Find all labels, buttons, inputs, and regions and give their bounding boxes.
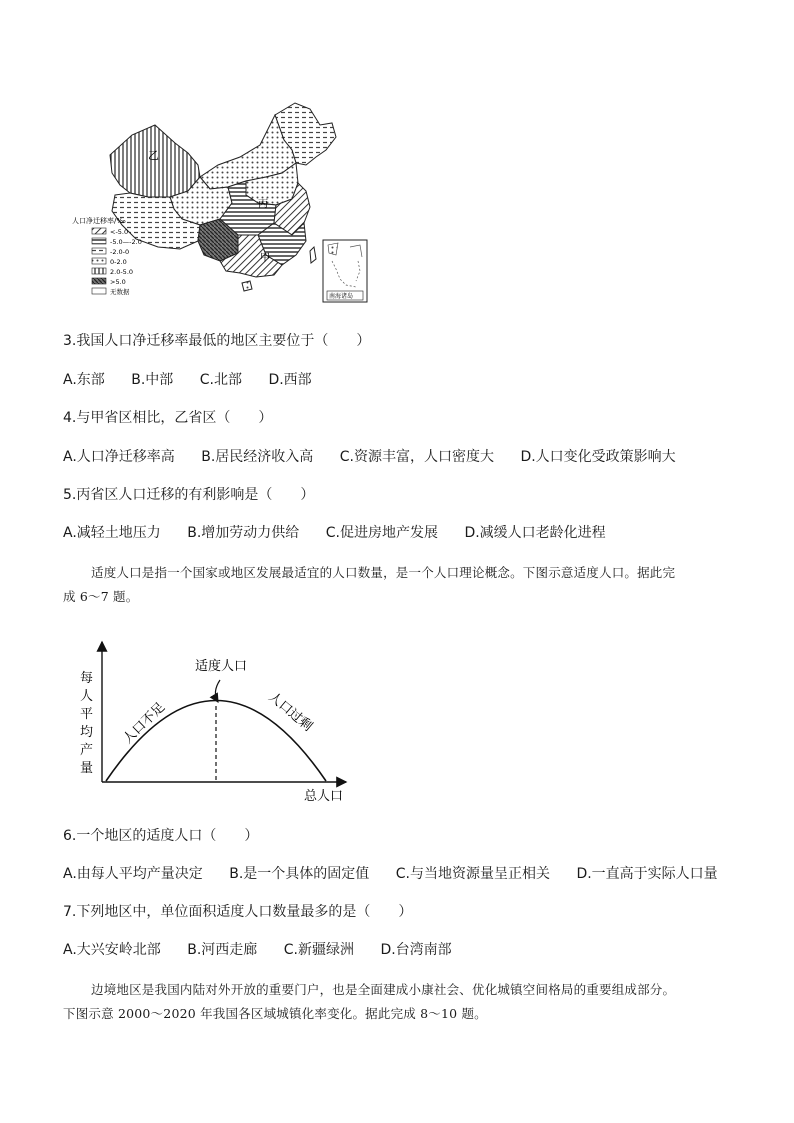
y-label-char: 产 bbox=[80, 743, 94, 758]
legend-label: 0-2.0 bbox=[110, 258, 127, 266]
question-6-option-d[interactable]: D.一直高于实际人口量 bbox=[576, 866, 718, 882]
passage-6-7-line-1: 适度人口是指一个国家或地区发展最适宜的人口数量，是一个人口理论概念。下图示意适度人口。据此完 bbox=[91, 565, 676, 580]
legend-swatch bbox=[92, 288, 106, 294]
question-4-options bbox=[63, 447, 698, 467]
question-5-option-b[interactable]: B.增加劳动力供给 bbox=[187, 525, 300, 541]
question-7-option-b[interactable]: B.河西走廊 bbox=[187, 942, 258, 958]
passage-6-7 bbox=[63, 561, 733, 609]
question-6-options bbox=[63, 864, 740, 884]
y-label-char: 量 bbox=[80, 761, 94, 776]
china-migration-map bbox=[70, 95, 370, 310]
legend-label: -2.0-0 bbox=[110, 248, 130, 256]
legend-swatch bbox=[92, 248, 106, 254]
diagram-svg bbox=[70, 636, 370, 806]
label-optimal-population: 适度人口 bbox=[195, 659, 248, 674]
question-6-option-a[interactable]: A.由每人平均产量决定 bbox=[63, 866, 203, 882]
y-label-char: 每 bbox=[80, 671, 94, 686]
inset-label: 南海诸岛 bbox=[329, 293, 354, 300]
south-china-sea-inset bbox=[323, 240, 367, 302]
optimum-arrow bbox=[215, 680, 220, 702]
legend-label: >5.0 bbox=[110, 278, 126, 286]
region-hainan bbox=[242, 281, 252, 291]
passage-8-10 bbox=[63, 978, 743, 1026]
y-label-char: 人 bbox=[80, 689, 94, 704]
passage-8-10-line-1: 边境地区是我国内陆对外开放的重要门户，也是全面建成小康社会、优化城镇空间格局的重要组成部分。 bbox=[91, 982, 676, 997]
question-5-option-d[interactable]: D.减缓人口老龄化进程 bbox=[464, 525, 606, 541]
question-3-option-c[interactable]: C.北部 bbox=[199, 372, 242, 388]
passage-6-7-line-2: 成 6～7 题。 bbox=[63, 589, 139, 604]
label-yi: 乙 bbox=[148, 149, 159, 162]
question-6-option-c[interactable]: C.与当地资源量呈正相关 bbox=[395, 866, 550, 882]
legend-title: 人口净迁移率/‰ bbox=[72, 217, 126, 225]
legend-swatch bbox=[92, 238, 106, 244]
legend-label: 无数据 bbox=[110, 288, 130, 296]
question-5-options bbox=[63, 523, 628, 543]
question-5-option-a[interactable]: A.减轻土地压力 bbox=[63, 525, 161, 541]
question-3-options bbox=[63, 370, 334, 390]
question-4-stem: 4.与甲省区相比，乙省区（ ） bbox=[63, 410, 273, 426]
question-4-option-d[interactable]: D.人口变化受政策影响大 bbox=[520, 449, 676, 465]
x-axis-label: 总人口 bbox=[304, 789, 344, 804]
label-underpopulation: 人口不足 bbox=[120, 699, 169, 747]
question-6-option-b[interactable]: B.是一个具体的固定值 bbox=[229, 866, 370, 882]
y-label-char: 平 bbox=[80, 707, 94, 722]
legend-swatch bbox=[92, 268, 106, 274]
question-4-option-b[interactable]: B.居民经济收入高 bbox=[201, 449, 314, 465]
question-5-stem: 5.丙省区人口迁移的有利影响是（ ） bbox=[63, 487, 315, 503]
question-4-option-c[interactable]: C.资源丰富，人口密度大 bbox=[339, 449, 494, 465]
question-3-option-b[interactable]: B.中部 bbox=[131, 372, 174, 388]
map-svg bbox=[70, 95, 370, 310]
legend-swatch bbox=[92, 258, 106, 264]
region-taiwan bbox=[310, 247, 316, 263]
y-label-char: 均 bbox=[80, 725, 94, 740]
optimal-population-diagram bbox=[70, 636, 370, 806]
y-axis-label bbox=[80, 671, 93, 776]
legend-label: <-5.0 bbox=[110, 228, 129, 236]
label-jia: 甲 bbox=[260, 253, 270, 264]
passage-8-10-line-2: 下图示意 2000～2020 年我国各区域城镇化率变化。据此完成 8～10 题。 bbox=[63, 1006, 487, 1021]
question-7-option-a[interactable]: A.大兴安岭北部 bbox=[63, 942, 161, 958]
question-3-stem: 3.我国人口净迁移率最低的地区主要位于（ ） bbox=[63, 333, 371, 349]
question-7-options bbox=[63, 940, 474, 960]
legend-swatch bbox=[92, 228, 106, 234]
label-bing: 丙 bbox=[258, 199, 268, 210]
question-7-option-d[interactable]: D.台湾南部 bbox=[380, 942, 452, 958]
question-3-option-a[interactable]: A.东部 bbox=[63, 372, 105, 388]
question-5-option-c[interactable]: C.促进房地产发展 bbox=[325, 525, 438, 541]
question-4-option-a[interactable]: A.人口净迁移率高 bbox=[63, 449, 175, 465]
question-7-option-c[interactable]: C.新疆绿洲 bbox=[283, 942, 354, 958]
legend-label: 2.0-5.0 bbox=[110, 268, 134, 276]
legend-swatch bbox=[92, 278, 106, 284]
legend-label: -5.0—-2.0 bbox=[110, 238, 142, 246]
question-7-stem: 7.下列地区中，单位面积适度人口数量最多的是（ ） bbox=[63, 904, 413, 920]
question-6-stem: 6.一个地区的适度人口（ ） bbox=[63, 828, 259, 844]
question-3-option-d[interactable]: D.西部 bbox=[268, 372, 312, 388]
label-overpopulation: 人口过剩 bbox=[265, 689, 315, 735]
